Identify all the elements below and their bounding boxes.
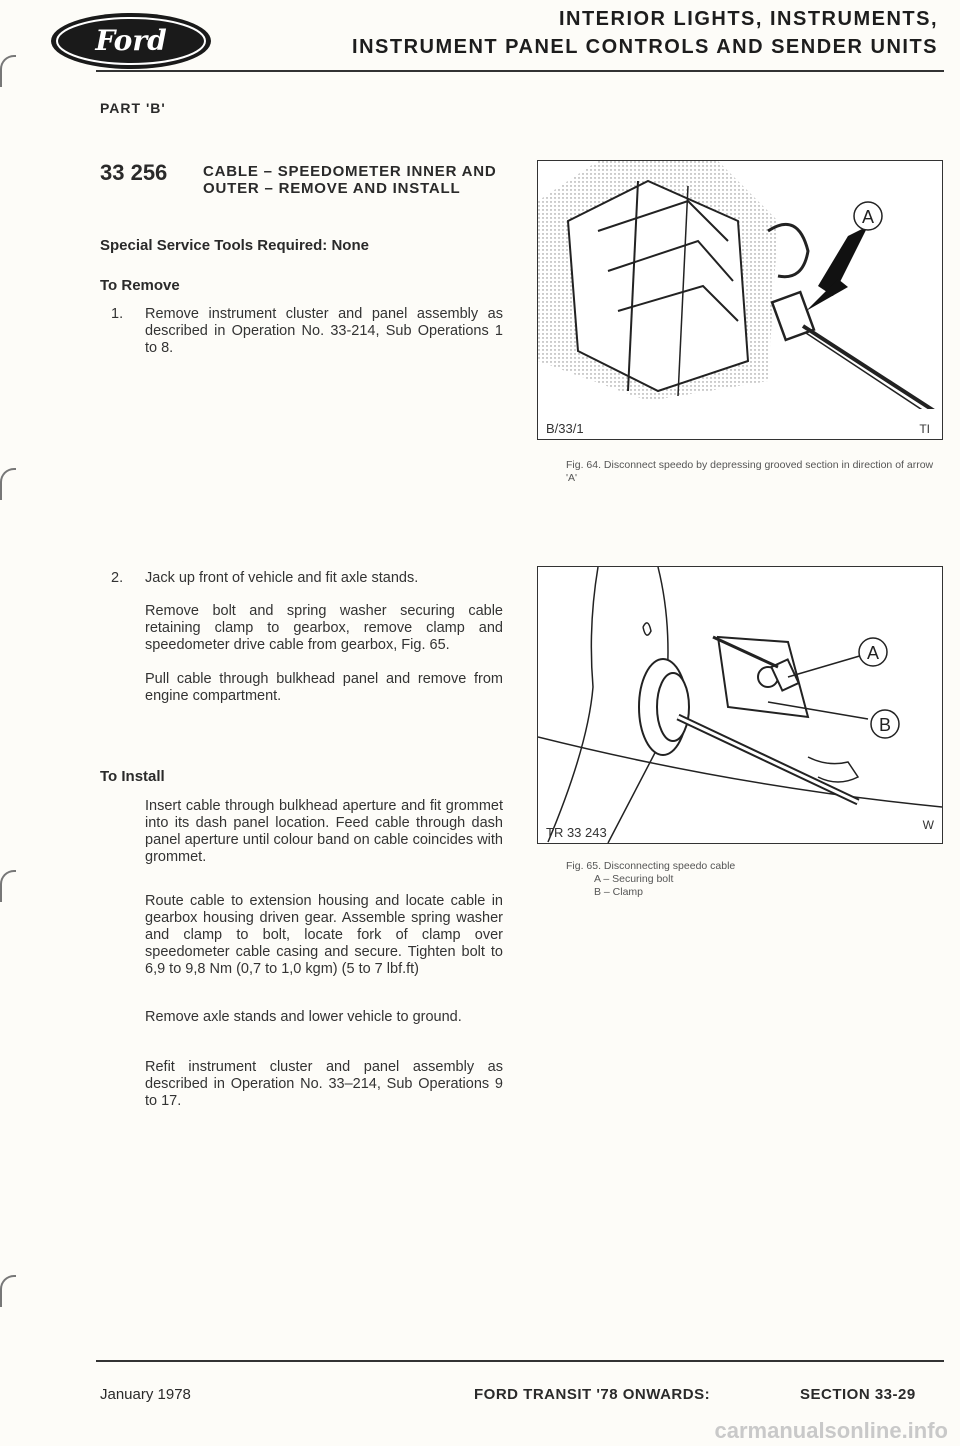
figure-65-illustration: [538, 567, 942, 843]
figure-64-illustration: [538, 161, 942, 439]
binder-edge-mark: [0, 1275, 16, 1307]
figure-65-caption-b: B – Clamp: [594, 886, 644, 898]
install-paragraph: Remove axle stands and lower vehicle to ground.: [145, 1009, 462, 1025]
figure-64: [537, 160, 943, 440]
install-heading: To Install: [100, 768, 165, 785]
figure-64-caption: Fig. 64. Disconnect speedo by depressing grooved section in direction of arrow 'A': [566, 459, 934, 484]
figure-ref: TR 33 243: [546, 825, 607, 840]
header-title-line-2: INSTRUMENT PANEL CONTROLS AND SENDER UNITS: [352, 36, 938, 58]
header-title-line-1: INTERIOR LIGHTS, INSTRUMENTS,: [558, 8, 938, 30]
remove-paragraph: Remove bolt and spring washer securing cable retaining clamp to gearbox, remove clamp and speedometer drive cable from gearbox, Fig. 65.: [145, 603, 503, 653]
footer-rule: [96, 1360, 944, 1362]
tools-heading: Special Service Tools Required: None: [100, 237, 369, 254]
install-paragraph: Refit instrument cluster and panel assembly as described in Operation No. 33–214, Sub Operations 9 to 17.: [145, 1059, 503, 1109]
callout-a-label: A: [866, 643, 880, 663]
step-number: 1.: [111, 306, 124, 322]
header-rule: [96, 70, 944, 72]
step-1-text: Remove instrument cluster and panel assembly as described in Operation No. 33-214, Sub Operations 1 to 8.: [145, 306, 503, 356]
binder-edge-mark: [0, 468, 16, 500]
install-paragraph: Route cable to extension housing and locate cable in gearbox housing driven gear. Assemble spring washer and clamp to bolt, locate fork of clamp over speedometer cable casing and secure. Tighten bolt to 6,9 to 9,8 Nm (0,7 to 1,0 kgm) (5 to 7 lbf.ft): [145, 893, 503, 977]
logo-wordmark: Ford: [95, 24, 167, 57]
remove-paragraph: Pull cable through bulkhead panel and remove from engine compartment.: [145, 671, 503, 704]
figure-65-caption-a: A – Securing bolt: [594, 873, 674, 885]
footer-publication: FORD TRANSIT '78 ONWARDS:: [474, 1386, 711, 1403]
footer-date: January 1978: [100, 1386, 191, 1403]
operation-number: 33 256: [100, 160, 168, 185]
figure-65: [537, 566, 943, 844]
ford-logo: [46, 8, 216, 74]
figure-65-caption-title: Fig. 65. Disconnecting speedo cable: [566, 860, 736, 872]
footer-section: SECTION 33-29: [800, 1386, 916, 1403]
figure-code: W: [922, 818, 934, 832]
callout-b-label: B: [878, 715, 892, 735]
operation-title: CABLE – SPEEDOMETER INNER AND OUTER – REMOVE AND INSTALL: [203, 163, 497, 197]
step-number: 2.: [111, 570, 124, 586]
binder-edge-mark: [0, 870, 16, 902]
part-label: PART 'B': [100, 100, 166, 116]
step-2-text: Jack up front of vehicle and fit axle stands.: [145, 570, 419, 586]
callout-a-label: A: [861, 207, 875, 227]
figure-code: TI: [919, 422, 930, 436]
figure-ref: B/33/1: [546, 421, 584, 436]
remove-heading: To Remove: [100, 277, 180, 294]
binder-edge-mark: [0, 55, 16, 87]
watermark: carmanualsonline.info: [714, 1418, 948, 1443]
install-paragraph: Insert cable through bulkhead aperture and fit grommet into its dash panel location. Feed cable through dash panel aperture until colour band on cable coincides with grommet.: [145, 798, 503, 865]
